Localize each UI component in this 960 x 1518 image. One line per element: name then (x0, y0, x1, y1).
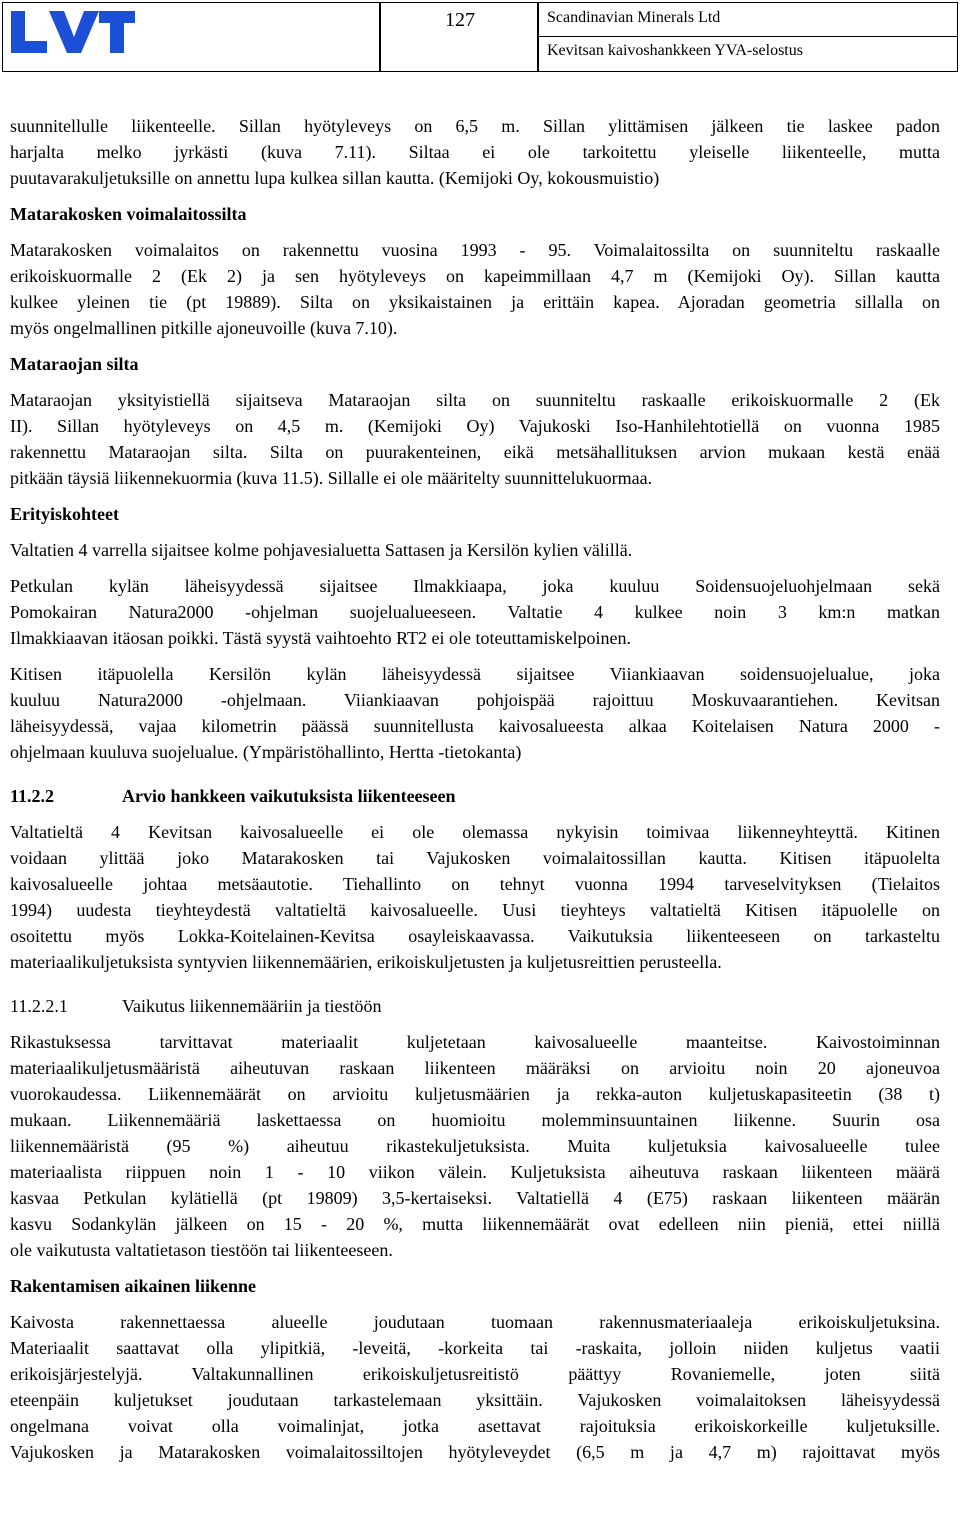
section-heading: Matarakosken voimalaitossilta (10, 204, 247, 224)
page-number-cell (380, 2, 538, 72)
paragraph-line: Matarakosken voimalaitos on rakennettu vuosina 1993 - 95. Voimalaitossilta on suunniteltu raskaalle (10, 240, 940, 260)
paragraph-line: Vajukosken ja Matarakosken voimalaitossiltojen hyötyleveydet (6,5 m ja 4,7 m) rajoittavat myös (10, 1442, 940, 1462)
paragraph-line: Valtatieltä 4 Kevitsan kaivosalueelle ei ole olemassa nykyisin toimivaa liikenneyhteyttä. Kitinen (10, 822, 940, 842)
paragraph-line: eteenpäin kuljetukset joudutaan tarkastelemaan yksittäin. Vajukosken voimalaitoksen läheisyydessä (10, 1390, 940, 1410)
paragraph-line: rakennettu Mataraojan silta. Silta on puurakenteinen, eikä metsähallituksen arvion mukaan kestä enää (10, 442, 940, 462)
paragraph-line: Valtatien 4 varrella sijaitsee kolme pohjavesialuetta Sattasen ja Kersilön kylien välillä. (10, 540, 633, 560)
paragraph-line: pitkään täysiä liikennekuormia (kuva 11.5). Sillalle ei ole määritelty suunnittelukuormaa. (10, 468, 653, 488)
paragraph-line: ole vaikutusta valtatietason tiestöön tai liikenteeseen. (10, 1240, 393, 1260)
page-number: 127 (445, 9, 475, 31)
paragraph-line: läheisyydessä, vajaa kilometrin päässä suunnitellusta kaivosalueesta alkaa Koitelaisen Natura 2000 - (10, 716, 940, 736)
paragraph-line: Ilmakkiaavan itäosan poikki. Tästä syystä vaihtoehto RT2 ei ole toteuttamiskelpoinen. (10, 628, 631, 648)
paragraph-line: Kaivosta rakennettaessa alueelle joudutaan tuomaan rakennusmateriaaleja erikoiskuljetuksina. (10, 1312, 940, 1332)
paragraph-line: materiaalista riippuen noin 1 - 10 viikon välein. Kuljetuksista aiheutuva raskaan liikenteen määrä (10, 1162, 940, 1182)
report-cell (538, 36, 958, 72)
section-title: Vaikutus liikennemääriin ja tiestöön (122, 996, 382, 1016)
paragraph-line: kaivosalueelle johtaa metsäautotie. Tiehallinto on tehnyt vuonna 1994 tarveselvityksen (Tielaitos (10, 874, 940, 894)
paragraph-line: kasvaa Petkulan kylätiellä (pt 19809) 3,5-kertaiseksi. Valtatiellä 4 (E75) raskaan liikenteen määrän (10, 1188, 940, 1208)
section-heading: Erityiskohteet (10, 504, 119, 524)
section-heading: Rakentamisen aikainen liikenne (10, 1276, 257, 1296)
subsection-heading (10, 783, 940, 809)
company-name: Scandinavian Minerals Ltd (547, 9, 721, 26)
paragraph-line: II). Sillan hyötyleveys on 4,5 m. (Kemijoki Oy) Vajukoski Iso-Hanhilehtotiellä on vuonna 1985 (10, 416, 940, 436)
paragraph-line: ohjelmaan kuuluva suojelualue. (Ympäristöhallinto, Hertta -tietokanta) (10, 742, 522, 762)
paragraph-line: mukaan. Liikennemääriä laskettaessa on huomioitu molemminsuuntainen liikenne. Suurin osa (10, 1110, 940, 1130)
report-title: Kevitsan kaivoshankkeen YVA-selostus (547, 42, 803, 59)
page-header (0, 0, 960, 74)
logo-cell (2, 2, 380, 72)
paragraph-line: Mataraojan yksityistiellä sijaitseva Mataraojan silta on suunniteltu raskaalle erikoiskuormalle 2 (Ek (10, 390, 940, 410)
paragraph-line: osoitettu myös Lokka-Koitelainen-Kevitsa osayleiskaavassa. Vaikutuksia liikenteeseen on tarkasteltu (10, 926, 940, 946)
paragraph-line: liikennemääristä (95 %) aiheutuu rikastekuljetuksista. Muita kuljetuksia kaivosalueelle tulee (10, 1136, 940, 1156)
paragraph-line: voidaan ylittää joko Matarakosken tai Vajukosken voimalaitossillan kautta. Kitisen itäpuolelta (10, 848, 940, 868)
paragraph-line: myös ongelmallinen pitkille ajoneuvoille (kuva 7.10). (10, 318, 398, 338)
company-cell (538, 2, 958, 37)
subsubsection-heading (10, 993, 940, 1019)
paragraph-line: vuorokaudessa. Liikennemäärät on arvioitu kuljetusmäärien ja rekka-auton kuljetuskapasiteetin (38 t) (10, 1084, 940, 1104)
paragraph-line: materiaalikuljetuksista syntyvien liikennemäärien, erikoiskuljetusten ja kuljetusreittien perusteella. (10, 952, 722, 972)
logo-letter-t (99, 11, 135, 53)
paragraph-line: erikoisjärjestelyjä. Valtakunnallinen erikoiskuljetusreitistö päättyy Rovaniemelle, joten siitä (10, 1364, 940, 1384)
logo-letter-l (11, 11, 47, 53)
paragraph-line: suunnitellulle liikenteelle. Sillan hyötyleveys on 6,5 m. Sillan ylittämisen jälkeen tie laskee padon (10, 116, 940, 136)
paragraph-line: 1994) uudesta tieyhteydestä valtatieltä kaivosalueelle. Uusi tieyhteys valtatieltä Kitisen itäpuolelle on (10, 900, 940, 920)
document-body (10, 113, 940, 1465)
paragraph-line: kulkee yleinen tie (pt 19889). Silta on yksikaistainen ja erittäin kapea. Ajoradan geometria sillalla on (10, 292, 940, 312)
paragraph-line: Kitisen itäpuolella Kersilön kylän läheisyydessä sijaitsee Viiankiaavan soidensuojelualue, joka (10, 664, 940, 684)
paragraph-line: kasvu Sodankylän jälkeen on 15 - 20 %, mutta liikennemäärät ovat edelleen niin pieniä, ettei niillä (10, 1214, 940, 1234)
paragraph-line: ongelmana voivat olla voimalinjat, jotka asettavat rajoituksia erikoiskorkeille kuljetuksille. (10, 1416, 940, 1436)
paragraph-line: Petkulan kylän läheisyydessä sijaitsee Ilmakkiaapa, joka kuuluu Soidensuojeluohjelmaan sekä (10, 576, 940, 596)
section-number: 11.2.2.1 (10, 996, 68, 1016)
section-heading: Mataraojan silta (10, 354, 139, 374)
paragraph-line: Materiaalit saattavat olla ylipitkiä, -leveitä, -korkeita tai -raskaita, jolloin niiden kuljetus vaatii (10, 1338, 940, 1358)
paragraph-line: Rikastuksessa tarvittavat materiaalit kuljetetaan kaivosalueelle maanteitse. Kaivostoiminnan (10, 1032, 940, 1052)
paragraph-line: harjalta melko jyrkästi (kuva 7.11). Siltaa ei ole tarkoitettu yleiselle liikenteelle, mutta (10, 142, 940, 162)
paragraph-line: materiaalikuljetusmääristä aiheutuvan raskaan liikenteen määräksi on arvioitu noin 20 ajoneuvoa (10, 1058, 940, 1078)
paragraph-line: puutavarakuljetuksille on annettu lupa kulkea sillan kautta. (Kemijoki Oy, kokousmuistio) (10, 168, 660, 188)
section-number: 11.2.2 (10, 786, 55, 806)
paragraph-line: kuuluu Natura2000 -ohjelmaan. Viiankiaavan pohjoispää rajoittuu Moskuvaarantiehen. Kevitsan (10, 690, 940, 710)
logo-letter-v (49, 11, 99, 53)
lvt-logo (7, 5, 137, 57)
paragraph-line: Pomokairan Natura2000 -ohjelman suojelualueeseen. Valtatie 4 kulkee noin 3 km:n matkan (10, 602, 940, 622)
section-title: Arvio hankkeen vaikutuksista liikenteeseen (122, 786, 456, 806)
paragraph-line: erikoiskuormalle 2 (Ek 2) ja sen hyötyleveys on kapeimmillaan 4,7 m (Kemijoki Oy). Sillan kautta (10, 266, 940, 286)
